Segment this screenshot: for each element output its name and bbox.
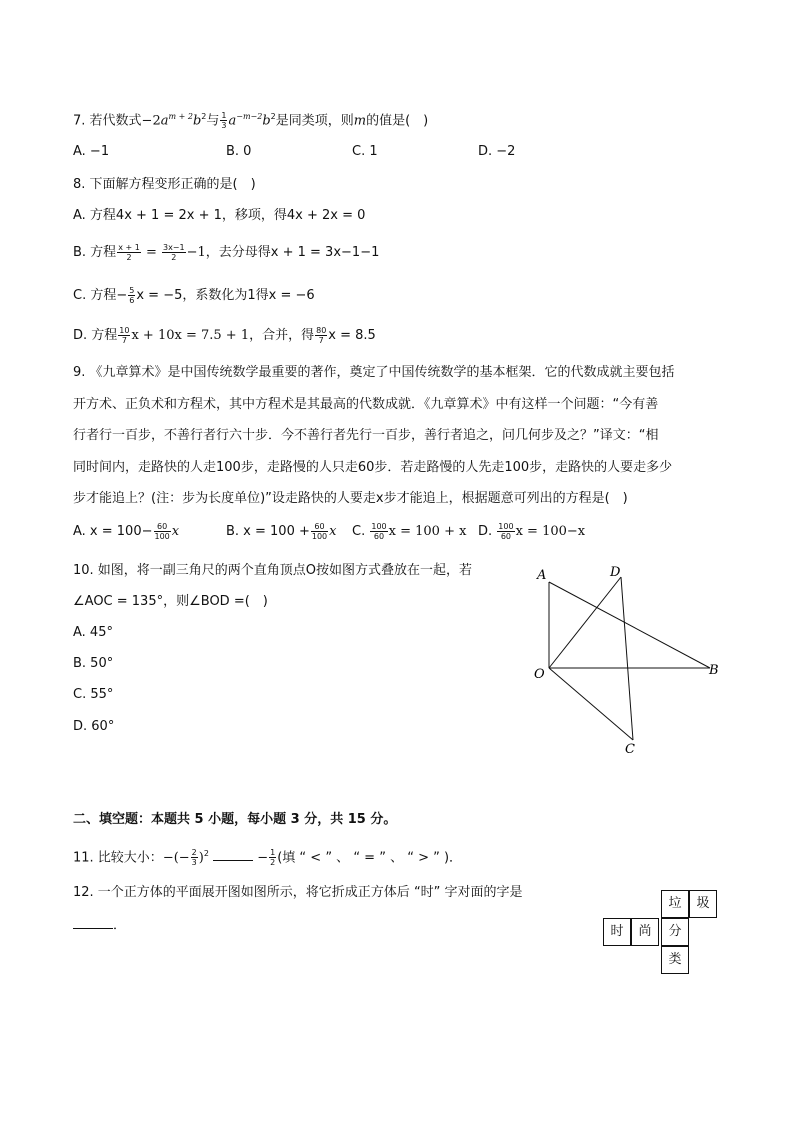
fraction: $\frac{60}{100}$ — [154, 522, 170, 541]
q12-line-1: 12. 一个正方体的平面展开图如图所示，将它折成正方体后 “时” 字对面的字是 — [73, 885, 523, 900]
label-b: B — [709, 663, 719, 678]
q7-option-c[interactable]: C. 1 — [352, 144, 378, 159]
net-cell-fen: 分 — [661, 918, 689, 946]
q9-option-d[interactable]: D. $\frac{100}{60}$ x = 100−x — [478, 522, 586, 541]
q9-option-a[interactable]: A. x = 100− $\frac{60}{100}$ x — [73, 522, 180, 541]
segment-dc — [621, 577, 633, 740]
q9-line-5: 步才能追上？(注：步为长度单位)”设走路快的人要走x步才能追上，根据题意可列出的方程是( ) — [73, 491, 628, 506]
label-a: A — [537, 568, 547, 583]
segment-oc — [549, 668, 633, 740]
q10-option-d[interactable]: D. 60° — [73, 719, 115, 734]
net-cell-lei: 类 — [661, 946, 689, 974]
net-cell-ji: 圾 — [689, 890, 717, 918]
q11-tail: (填 “ < ” 、 “ = ” 、 “ > ” )． — [277, 850, 463, 866]
q12-line-2 — [73, 916, 126, 935]
q8-d-tail: ，合并，得 — [249, 328, 315, 343]
q9-d-label: D. — [478, 524, 493, 539]
q9-line-1: 9. 《九章算术》是中国传统数学最重要的著作，奠定了中国传统数学的基本框架．它的代数成就主要包括 — [73, 365, 675, 380]
q8-c-label: C. 方程− — [73, 288, 128, 303]
q10-option-c[interactable]: C. 55° — [73, 687, 114, 702]
q9-a-label: A. x = 100− — [73, 524, 153, 539]
answer-blank[interactable] — [213, 848, 253, 861]
label-c: C — [625, 742, 635, 757]
label-o: O — [534, 667, 545, 682]
q12-tail: ． — [113, 918, 127, 933]
q8-d-label: D. 方程 — [73, 328, 118, 343]
q9-c-label: C. — [352, 524, 366, 539]
triangle-diagram — [528, 562, 728, 762]
fraction: $\frac{80}{7}$ — [316, 326, 327, 345]
fraction: $\frac{10}{7}$ — [119, 326, 130, 345]
q7-option-d[interactable]: D. −2 — [478, 144, 516, 159]
fraction: $\frac{x + 1}{2}$ — [118, 243, 140, 262]
q8-d-end: x = 8.5 — [328, 328, 376, 343]
q8-c-tail: x = −5，系数化为1得x = −6 — [136, 288, 315, 303]
q11-label: 11. 比较大小： — [73, 850, 163, 866]
q7-option-a[interactable]: A. −1 — [73, 144, 110, 159]
fraction: $\frac{100}{60}$ — [498, 522, 514, 541]
net-cell-shi: 时 — [603, 918, 631, 946]
q7-suffix: 是同类项，则 — [275, 113, 354, 129]
q9-b-label: B. x = 100 + — [226, 524, 310, 539]
section-2-title: 二、填空题：本题共 5 小题，每小题 3 分，共 15 分。 — [73, 812, 397, 827]
q7-option-b[interactable]: B. 0 — [226, 144, 252, 159]
q9-option-b[interactable]: B. x = 100 + $\frac{60}{100}$ x — [226, 522, 337, 541]
q9-line-4: 同时间内，走路快的人走100步，走路慢的人只走60步．若走路慢的人先走100步，走路快的人要走多少 — [73, 460, 673, 475]
fraction: $\frac{60}{100}$ — [311, 522, 328, 541]
q8-b-label: B. 方程 — [73, 245, 117, 260]
q10-option-a[interactable]: A. 45° — [73, 625, 113, 640]
q7-stem: 7. 若代数式$-2a^{m + 2}b^2$与 $\frac{1}{3}$ $a^{-m-2}b^2$是同类项，则m的值是( ) — [73, 111, 429, 131]
q8-b-tail: ，去分母得x + 1 = 3x−1−1 — [205, 245, 380, 260]
fraction: $\frac{100}{60}$ — [371, 522, 387, 541]
segment-od — [549, 577, 621, 668]
q8-option-b[interactable]: B. 方程 $\frac{x + 1}{2}$ = $\frac{3x-1}{2}$ −1，去分母得x + 1 = 3x−1−1 — [73, 243, 380, 262]
q7-suffix2: 的值是( ) — [366, 113, 429, 129]
fraction: $\frac{5}{6}$ — [129, 286, 135, 305]
q9-line-3: 行者行一百步，不善行者行六十步．今不善行者先行一百步，善行者追之，问几何步及之？”译文：“相 — [73, 428, 659, 443]
q10-line-1: 10. 如图，将一副三角尺的两个直角顶点O按如图方式叠放在一起，若 — [73, 563, 473, 578]
q11-stem: 11. 比较大小：−(− $\frac{2}{3}$ )$^2$ − $\frac{1}{2}$ (填 “ < ” 、 “ = ” 、 “ > ” )． — [73, 848, 463, 868]
q9-option-c[interactable]: C. $\frac{100}{60}$ x = 100 + x — [352, 522, 467, 541]
fraction: $\frac{1}{3}$ — [221, 111, 227, 131]
fraction: $\frac{3x-1}{2}$ — [162, 243, 185, 262]
q10-line-2: ∠AOC = 135°，则∠BOD =( ) — [73, 594, 268, 609]
q7-middle: 与 — [206, 113, 220, 129]
q8-option-c[interactable] — [73, 286, 315, 305]
q10-option-b[interactable]: B. 50° — [73, 656, 114, 671]
q8-option-d[interactable]: D. 方程 $\frac{10}{7}$ x + 10x = 7.5 + 1，合并，得 $\frac{80}{7}$ x = 8.5 — [73, 326, 376, 345]
answer-blank[interactable] — [73, 916, 113, 929]
net-cell-shang: 尚 — [631, 918, 659, 946]
q8-stem: 8. 下面解方程变形正确的是( ) — [73, 177, 256, 192]
q7-prefix: 7. 若代数式 — [73, 113, 142, 129]
label-d: D — [610, 565, 621, 580]
net-cell-la: 垃 — [661, 890, 689, 918]
q9-line-2: 开方术、正负术和方程术，其中方程术是其最高的代数成就．《九章算术》中有这样一个问题：“今有善 — [73, 397, 659, 412]
q8-option-a[interactable]: A. 方程4x + 1 = 2x + 1，移项，得4x + 2x = 0 — [73, 208, 366, 223]
fraction: $\frac{2}{3}$ — [191, 848, 197, 868]
fraction: $\frac{1}{2}$ — [270, 848, 276, 868]
segment-ab — [549, 582, 710, 668]
